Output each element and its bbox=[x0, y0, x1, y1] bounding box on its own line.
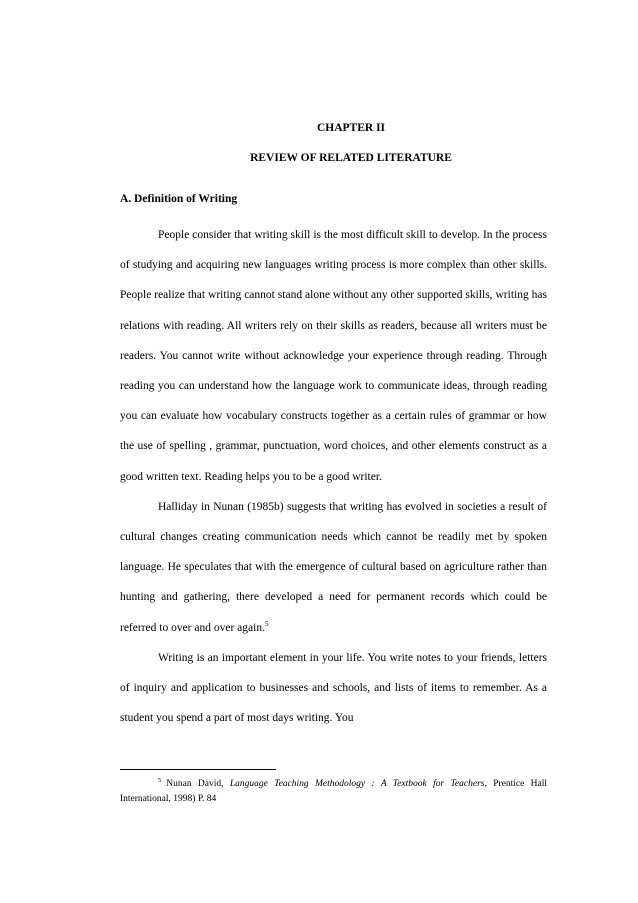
chapter-number: CHAPTER II bbox=[316, 122, 386, 134]
chapter-title: REVIEW OF RELATED LITERATURE bbox=[250, 152, 452, 164]
paragraph-3: Writing is an important element in your life. You write notes to your friends, letters of inquiry and application to businesses and schools, and lists of items to remember. As a student you spend a part of most days writing. You bbox=[120, 651, 547, 725]
paragraph-2 bbox=[120, 492, 547, 643]
footnote-reference: 5 bbox=[264, 619, 269, 628]
footnote-title: Language Teaching Methodology : A Textbook for Teachers, bbox=[229, 779, 487, 789]
footnote-number: 5 bbox=[158, 776, 162, 784]
paragraph-2-text: Halliday in Nunan (1985b) suggests that writing has evolved in societies a result of cultural changes creating communication needs which cannot be readily met by spoken language. He speculates that with the emergence of cultural based on agriculture rather than hunting and gathering, there developed a need for permanent records which could be referred to over and over again. bbox=[120, 500, 547, 634]
footnote bbox=[120, 777, 547, 806]
paragraph-1: People consider that writing skill is the most difficult skill to develop. In the process of studying and acquiring new languages writing process is more complex than other skills. People realize that writing cannot stand alone without any other supported skills, writing has relations with reading. All writers rely on their skills as readers, because all writers must be readers. You cannot write without acknowledge your experience through reading. Through reading you can understand how the language work to communicate ideas, through reading you can evaluate how vocabulary constructs together as a certain rules of grammar or how the use of spelling , grammar, punctuation, word choices, and other elements construct as a good written text. Reading helps you to be a good writer. bbox=[120, 229, 547, 483]
footnote-author: Nunan David, bbox=[166, 779, 224, 789]
body-text bbox=[120, 220, 547, 733]
footnote-publisher: Prentice Hall International, 1998) P. 84 bbox=[120, 779, 548, 804]
section-heading: A. Definition of Writing bbox=[120, 193, 238, 205]
footnote-divider bbox=[120, 769, 276, 770]
